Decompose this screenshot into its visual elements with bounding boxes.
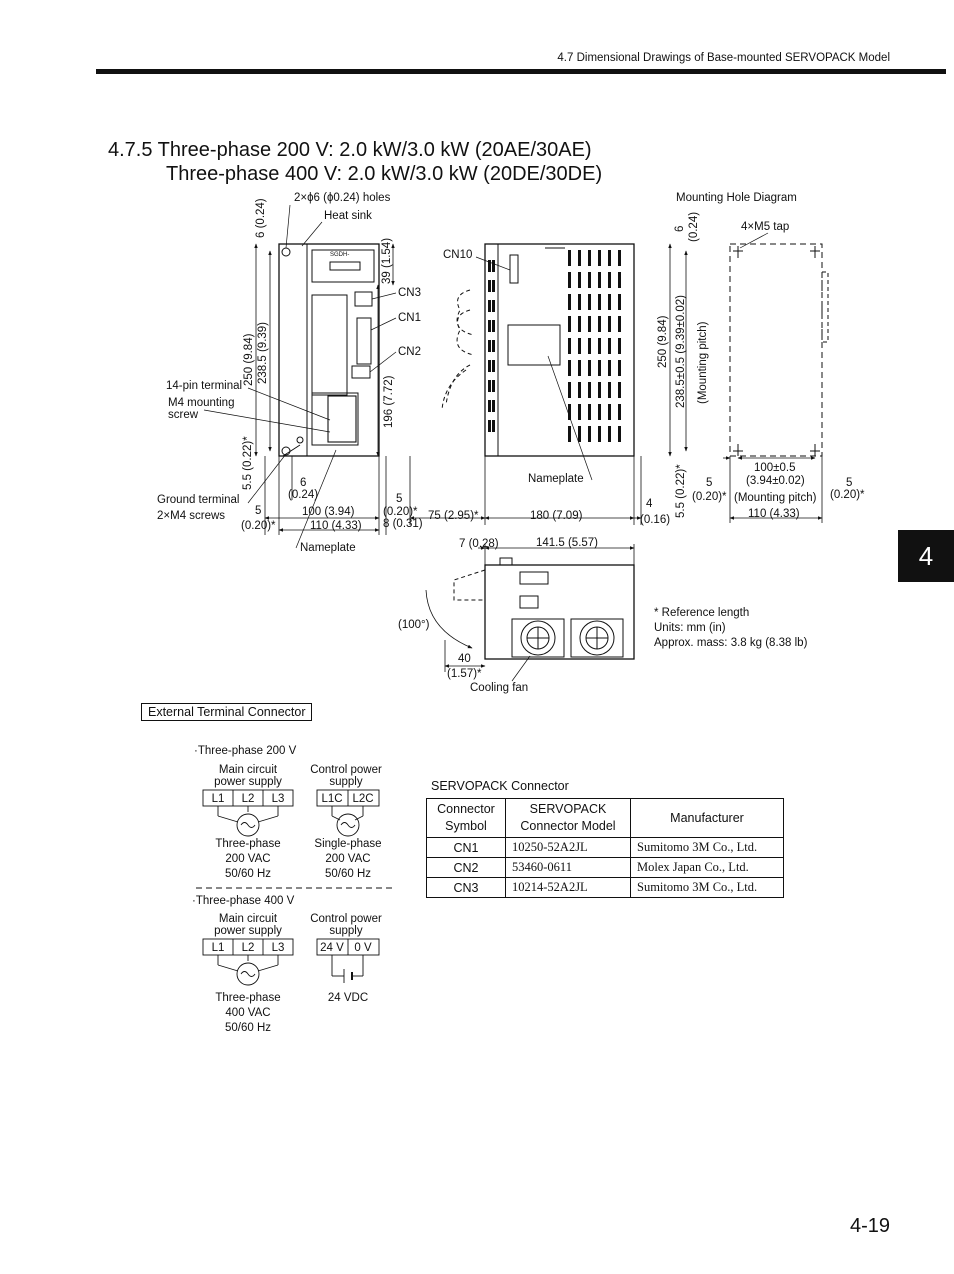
vent-slot [578,360,581,376]
dim-141: 141.5 (5.57) [536,537,599,549]
vent-slot [608,360,611,376]
vent-slot [608,404,611,420]
vent-slot [618,272,621,288]
running-header: 4.7 Dimensional Drawings of Base-mounted SERVOPACK Model [557,52,890,64]
vent-slot [568,294,571,310]
side-slot [492,340,495,352]
vent-slot [608,316,611,332]
cell-manufacturer: Molex Japan Co., Ltd. [631,858,784,878]
side-slot [488,420,491,432]
side-slot [492,280,495,292]
cell-symbol: CN3 [427,878,506,898]
dim-6-in-label: (0.24) [288,489,319,501]
cooling-fan-label: Cooling fan [470,682,529,694]
vent-slot [588,294,591,310]
vent-slot [578,404,581,420]
vent-slot [578,426,581,442]
dim-196: 196 (7.72) [383,375,395,428]
side-slot [492,400,495,412]
vent-slot [598,250,601,266]
vent-slot [588,338,591,354]
vent-slot [588,250,591,266]
vent-slot [598,338,601,354]
vent-slot [598,382,601,398]
side-slot [492,360,495,372]
mount-top-6-in: (0.24) [688,211,700,242]
source-hz-400: 50/60 Hz [224,1022,272,1034]
table-row [427,878,784,898]
table-row [427,858,784,878]
side-slot [488,380,491,392]
vent-slot [608,272,611,288]
cell-model: 53460-0611 [506,858,631,878]
terminal-l2-200: L2 [241,793,255,805]
source-hz-200: 50/60 Hz [224,868,272,880]
vent-slot [618,404,621,420]
cell-manufacturer: Sumitomo 3M Co., Ltd. [631,878,784,898]
vent-slot [578,316,581,332]
source-24vdc: 24 VDC [327,992,369,1004]
dim-5-right-in: (0.20)* [383,506,418,518]
mount-dim-100: 100±0.5 [754,462,796,474]
vent-slot [618,294,621,310]
title-line-1: 4.7.5 Three-phase 200 V: 2.0 kW/3.0 kW (20AE/30AE) [108,139,592,161]
terminal-0v: 0 V [354,942,372,954]
units-note: Units: mm (in) [654,622,726,634]
supply-200: supply [329,776,363,788]
vent-slot [608,426,611,442]
table-row [427,838,784,858]
dim-5-5: 5.5 (0.22)* [242,436,254,490]
mount-dim-5-right-in: (0.20)* [830,489,865,501]
vent-slot [578,250,581,266]
dim-100: 100 (3.94) [302,506,355,518]
dim-5-left-in: (0.20)* [241,520,276,532]
side-view [442,244,634,456]
main-circuit-200: Main circuit [218,764,278,776]
front-dimension-lines [256,244,393,535]
vent-slot [598,426,601,442]
side-slot [488,320,491,332]
dim-7: 7 (0.28) [459,538,499,550]
cn3-label: CN3 [398,287,422,299]
side-slot [488,340,491,352]
mounting-hole-diagram [730,244,828,456]
power-supply-400: power supply [214,925,282,937]
front-nameplate-label: Nameplate [300,542,356,554]
angle-100: (100°) [398,619,430,631]
mount-dim-5-5: 5.5 (0.22)* [675,464,687,518]
mount-dim-250: 250 (9.84) [657,315,669,368]
terminal-14pin-label: 14-pin terminal [166,380,243,392]
vent-slot [618,338,621,354]
mass-note: Approx. mass: 3.8 kg (8.38 lb) [654,637,808,649]
side-slot [492,260,495,272]
external-terminal-title: External Terminal Connector [141,703,312,721]
vent-slot [598,404,601,420]
vent-slot [578,294,581,310]
control-power-200: Control power [310,764,382,776]
dim-6-label: 6 [300,477,307,489]
mount-dim-238: 238.5±0.5 (9.39±0.02) [675,294,687,408]
mount-pitch-label: (Mounting pitch) [697,321,709,404]
vent-slot [598,294,601,310]
m4-screw-label: screw [168,409,199,421]
cn1-label: CN1 [398,312,422,324]
vent-slot [588,272,591,288]
side-slot [488,400,491,412]
mount-dim-5-left-in: (0.20)* [692,491,727,503]
mount-dim-5-left: 5 [706,477,713,489]
vent-slot [618,250,621,266]
cn10-label: CN10 [443,249,473,261]
control-power-400: Control power [310,913,382,925]
cell-model: 10250-52A2JL [506,838,631,858]
cell-model: 10214-52A2JL [506,878,631,898]
m4-mounting-label: M4 mounting [168,397,235,409]
power-supply-200: power supply [214,776,282,788]
source-ctrl-200vac: 200 VAC [325,853,371,865]
main-circuit-400: Main circuit [218,913,278,925]
dim-4-in: (0.16) [640,514,671,526]
front-view [279,244,379,456]
dim-40-in: (1.57)* [447,668,482,680]
vent-slot [608,382,611,398]
terminal-l3-400: L3 [271,942,285,954]
heading-200v: ·Three-phase 200 V [194,745,297,757]
heat-sink-label: Heat sink [324,210,372,222]
side-slot [488,360,491,372]
vent-slot [618,360,621,376]
col-connector-model: SERVOPACK Connector Model [506,799,631,838]
vent-slot [598,272,601,288]
page-number: 4-19 [849,1215,890,1237]
source-200vac: 200 VAC [225,853,271,865]
col-manufacturer: Manufacturer [631,799,784,838]
vent-slot [608,250,611,266]
mount-diagram-title: Mounting Hole Diagram [676,192,797,204]
vent-slot [568,360,571,376]
dim-238: 238.5 (9.39) [257,321,269,384]
vent-slot [588,404,591,420]
source-400vac: 400 VAC [225,1007,271,1019]
supply-400: supply [329,925,363,937]
servopack-connector-table [426,798,784,898]
cell-symbol: CN1 [427,838,506,858]
terminal-l1-400: L1 [211,942,225,954]
source-ctrl-hz: 50/60 Hz [324,868,372,880]
vent-slot [578,272,581,288]
cell-manufacturer: Sumitomo 3M Co., Ltd. [631,838,784,858]
vent-slot [608,338,611,354]
reference-note: * Reference length [654,607,750,619]
m4-screws-label: 2×M4 screws [157,510,226,522]
dim-5-right: 5 [396,493,403,505]
side-nameplate-label: Nameplate [528,473,584,485]
mount-dim-5-right: 5 [846,477,853,489]
terminal-l1-200: L1 [211,793,225,805]
vent-slot [608,294,611,310]
terminal-l2c: L2C [352,793,374,805]
side-slot [492,380,495,392]
m5-tap-label: 4×M5 tap [741,221,790,233]
terminal-wiring-diagram [180,740,410,1040]
side-slot [492,300,495,312]
mount-dim-100-in: (3.94±0.02) [746,475,805,487]
vent-slot [588,360,591,376]
cell-symbol: CN2 [427,858,506,878]
chapter-tab: 4 [898,530,954,582]
vent-slot [568,382,571,398]
vent-slot [568,316,571,332]
ground-terminal-label: Ground terminal [157,494,240,506]
vent-slot [588,316,591,332]
dim-39: 39 (1.54) [381,237,393,284]
vent-slot [568,338,571,354]
dim-top-6: 6 (0.24) [255,198,267,238]
side-slot [492,320,495,332]
model-label: SGDH- [330,252,350,258]
vent-slot [568,426,571,442]
dim-8: 8 (0.31) [383,518,423,530]
dim-75: 75 (2.95)* [428,510,479,522]
cn2-label: CN2 [398,346,422,358]
vent-slot [618,382,621,398]
dim-5-left: 5 [255,505,262,517]
col-connector-symbol: Connector Symbol [427,799,506,838]
mount-top-6: 6 [674,225,686,232]
side-slot [488,280,491,292]
heading-400v: ·Three-phase 400 V [192,895,295,907]
terminal-l2-400: L2 [241,942,255,954]
vent-slot [588,382,591,398]
table-header-row [427,799,784,838]
dim-250: 250 (9.84) [243,333,255,386]
title-line-2: Three-phase 400 V: 2.0 kW/3.0 kW (20DE/30DE) [166,163,603,185]
terminal-24v: 24 V [320,942,344,954]
source-3ph-200: Three-phase [215,838,281,850]
terminal-l3-200: L3 [271,793,285,805]
holes-label: 2×ϕ6 (ϕ0.24) holes [294,192,391,204]
servopack-connector-caption: SERVOPACK Connector [431,779,569,793]
dim-4: 4 [646,498,653,510]
vent-slot [578,338,581,354]
dim-110: 110 (4.33) [310,520,362,532]
vent-slot [618,426,621,442]
vent-slot [598,316,601,332]
vent-slot [578,382,581,398]
dim-180: 180 (7.09) [530,510,583,522]
vent-slot [568,272,571,288]
mount-dim-110: 110 (4.33) [748,508,800,520]
vent-slot [588,426,591,442]
vent-slot [618,316,621,332]
side-slot [488,300,491,312]
terminal-l1c: L1C [321,793,343,805]
source-3ph-400: Three-phase [215,992,281,1004]
dim-40: 40 [458,653,471,665]
side-slot [492,420,495,432]
vent-slot [598,360,601,376]
source-1ph-200: Single-phase [314,838,382,850]
mount-pitch-label-2: (Mounting pitch) [734,492,817,504]
vent-slot [568,250,571,266]
top-view [426,558,634,659]
